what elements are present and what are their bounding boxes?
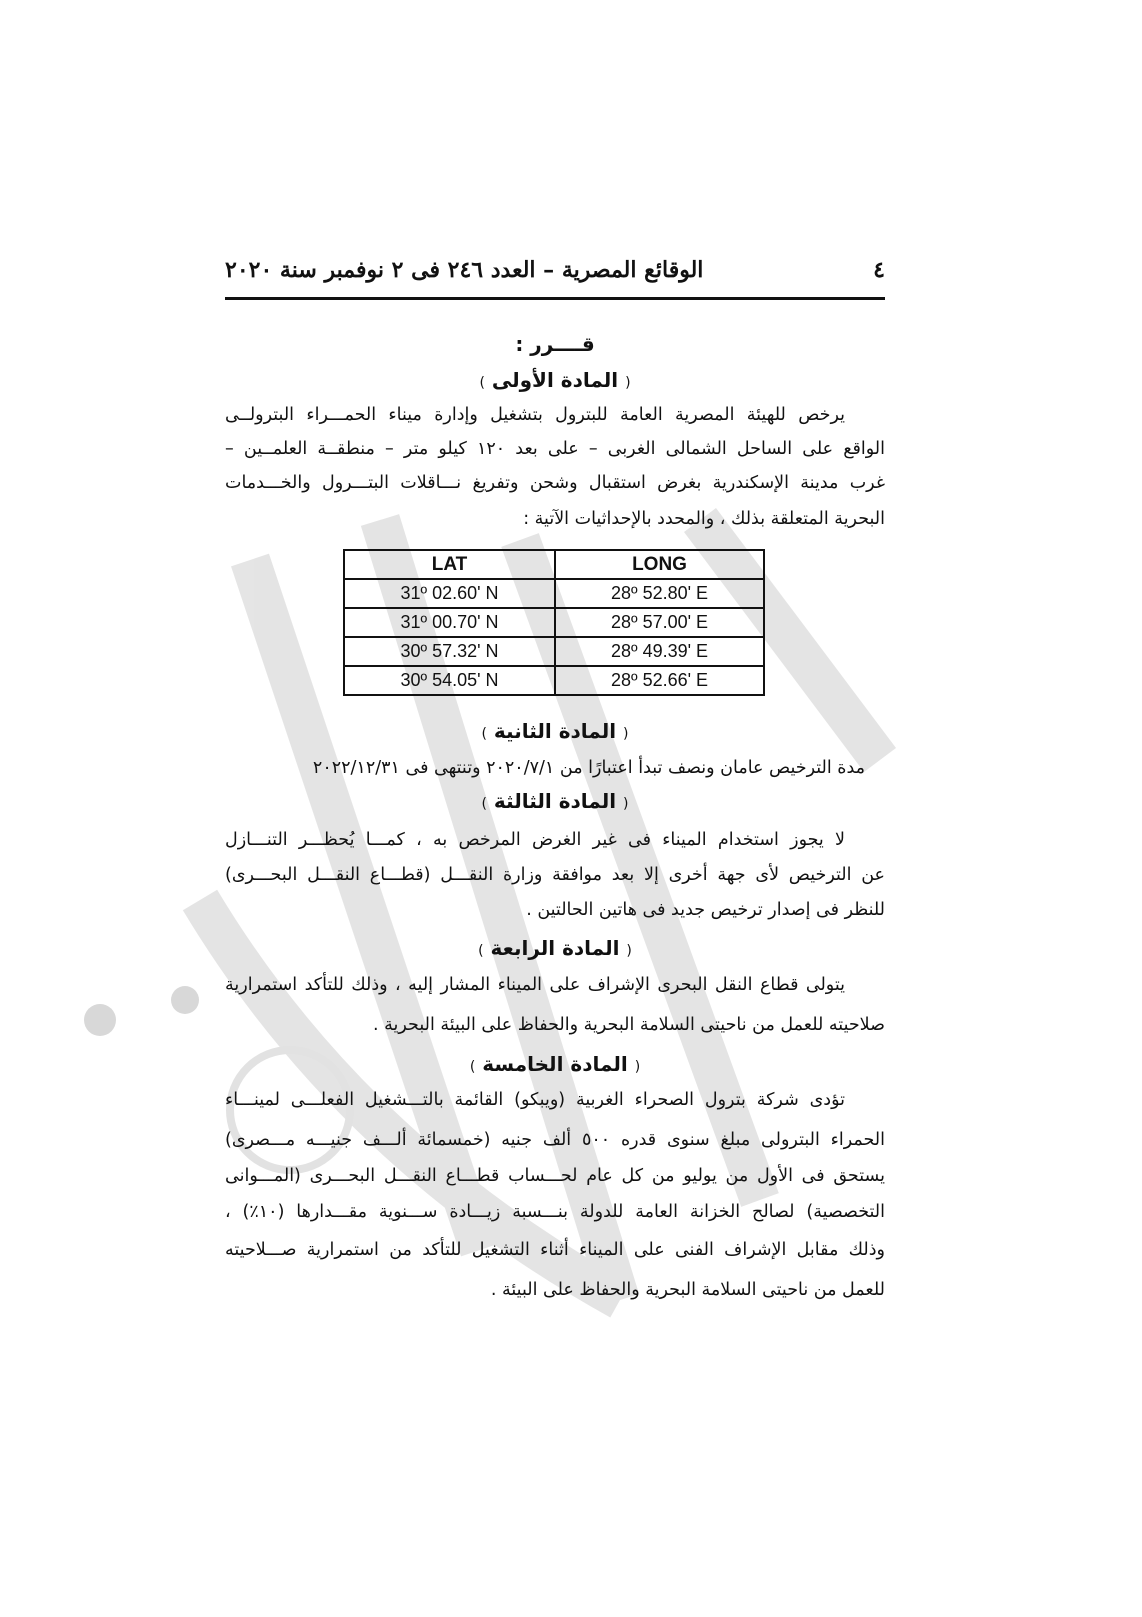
article-3-heading: ( المادة الثالثة ) [481,789,629,813]
coordinates-table [343,549,765,696]
article-4-line: يتولى قطاع النقل البحرى الإشراف على الميناء المشار إليه ، وذلك للتأكد استمرارية [225,975,845,995]
header-long: LONG [555,550,764,579]
lat-cell: 30º 54.05' N [344,666,555,695]
article-5-line: وذلك مقابل الإشراف الفنى على الميناء أثناء التشغيل للتأكد من استمرارية صـــلاحيته [225,1240,885,1260]
header-lat: LAT [344,550,555,579]
long-cell: 28º 57.00' E [555,608,764,637]
header-rule [225,297,885,300]
table-row [344,608,764,637]
lat-cell: 30º 57.32' N [344,637,555,666]
article-1-line: يرخص للهيئة المصرية العامة للبترول بتشغيل وإدارة ميناء الحمـــراء البترولــى [225,405,845,425]
lat-cell: 31º 00.70' N [344,608,555,637]
article-2-line: مدة الترخيص عامان ونصف تبدأ اعتبارًا من ٢٠٢٠/٧/١ وتنتهى فى ٢٠٢٢/١٢/٣١ [312,758,865,778]
article-1-heading: ( المادة الأولى ) [479,368,631,392]
article-1-line: غرب مدينة الإسكندرية بغرض استقبال وشحن وتفريغ نـــاقلات البتـــرول والخـــدمات [225,473,885,493]
article-1-line: الواقع على الساحل الشمالى الغربى – على بعد ١٢٠ كيلو متر – منطقــة العلمــين – [225,439,885,459]
table-row [344,637,764,666]
article-5-line: للعمل من ناحيتى السلامة البحرية والحفاظ على البيئة . [490,1280,885,1300]
article-3-line: عن الترخيص لأى جهة أخرى إلا بعد موافقة وزارة النقـــل (قطـــاع النقـــل البحـــرى) [225,865,885,885]
page-header [225,252,885,288]
page-number: ٤ [873,257,885,283]
long-cell: 28º 52.66' E [555,666,764,695]
article-5-heading: ( المادة الخامسة ) [469,1052,641,1076]
long-cell: 28º 52.80' E [555,579,764,608]
decision-label: قــــرر : [515,332,595,356]
table-row [344,666,764,695]
article-5-line: الحمراء البترولى مبلغ سنوى قدره ٥٠٠ ألف جنيه (خمسمائة ألـــف جنيـــه مـــصرى) [225,1130,885,1150]
long-cell: 28º 49.39' E [555,637,764,666]
table-header-row [344,550,764,579]
article-3-line: للنظر فى إصدار ترخيص جديد فى هاتين الحالتين . [526,900,885,920]
article-5-line: يستحق فى الأول من يوليو من كل عام لحـــساب قطـــاع النقـــل البحـــرى (المـــوانى [225,1166,885,1186]
article-4-heading: ( المادة الرابعة ) [478,936,632,960]
article-1-line: البحرية المتعلقة بذلك ، والمحدد بالإحداثيات الآتية : [523,509,885,529]
article-5-line: تؤدى شركة بترول الصحراء الغربية (ويبكو) القائمة بالتـــشغيل الفعلـــى لمينـــاء [225,1090,845,1110]
table-row [344,579,764,608]
article-4-line: صلاحيته للعمل من ناحيتى السلامة البحرية والحفاظ على البيئة البحرية . [373,1015,885,1035]
article-3-line: لا يجوز استخدام الميناء فى غير الغرض المرخص به ، كمـــا يُحظـــر التنـــازل [225,830,845,850]
article-2-heading: ( المادة الثانية ) [481,719,629,743]
lat-cell: 31º 02.60' N [344,579,555,608]
article-5-line: التخصصية) لصالح الخزانة العامة للدولة بنـــسبة زيـــادة ســـنوية مقـــدارها (١٠٪) ، [225,1202,885,1222]
gazette-title: الوقائع المصرية – العدد ٢٤٦ فى ٢ نوفمبر سنة ٢٠٢٠ [225,257,704,283]
